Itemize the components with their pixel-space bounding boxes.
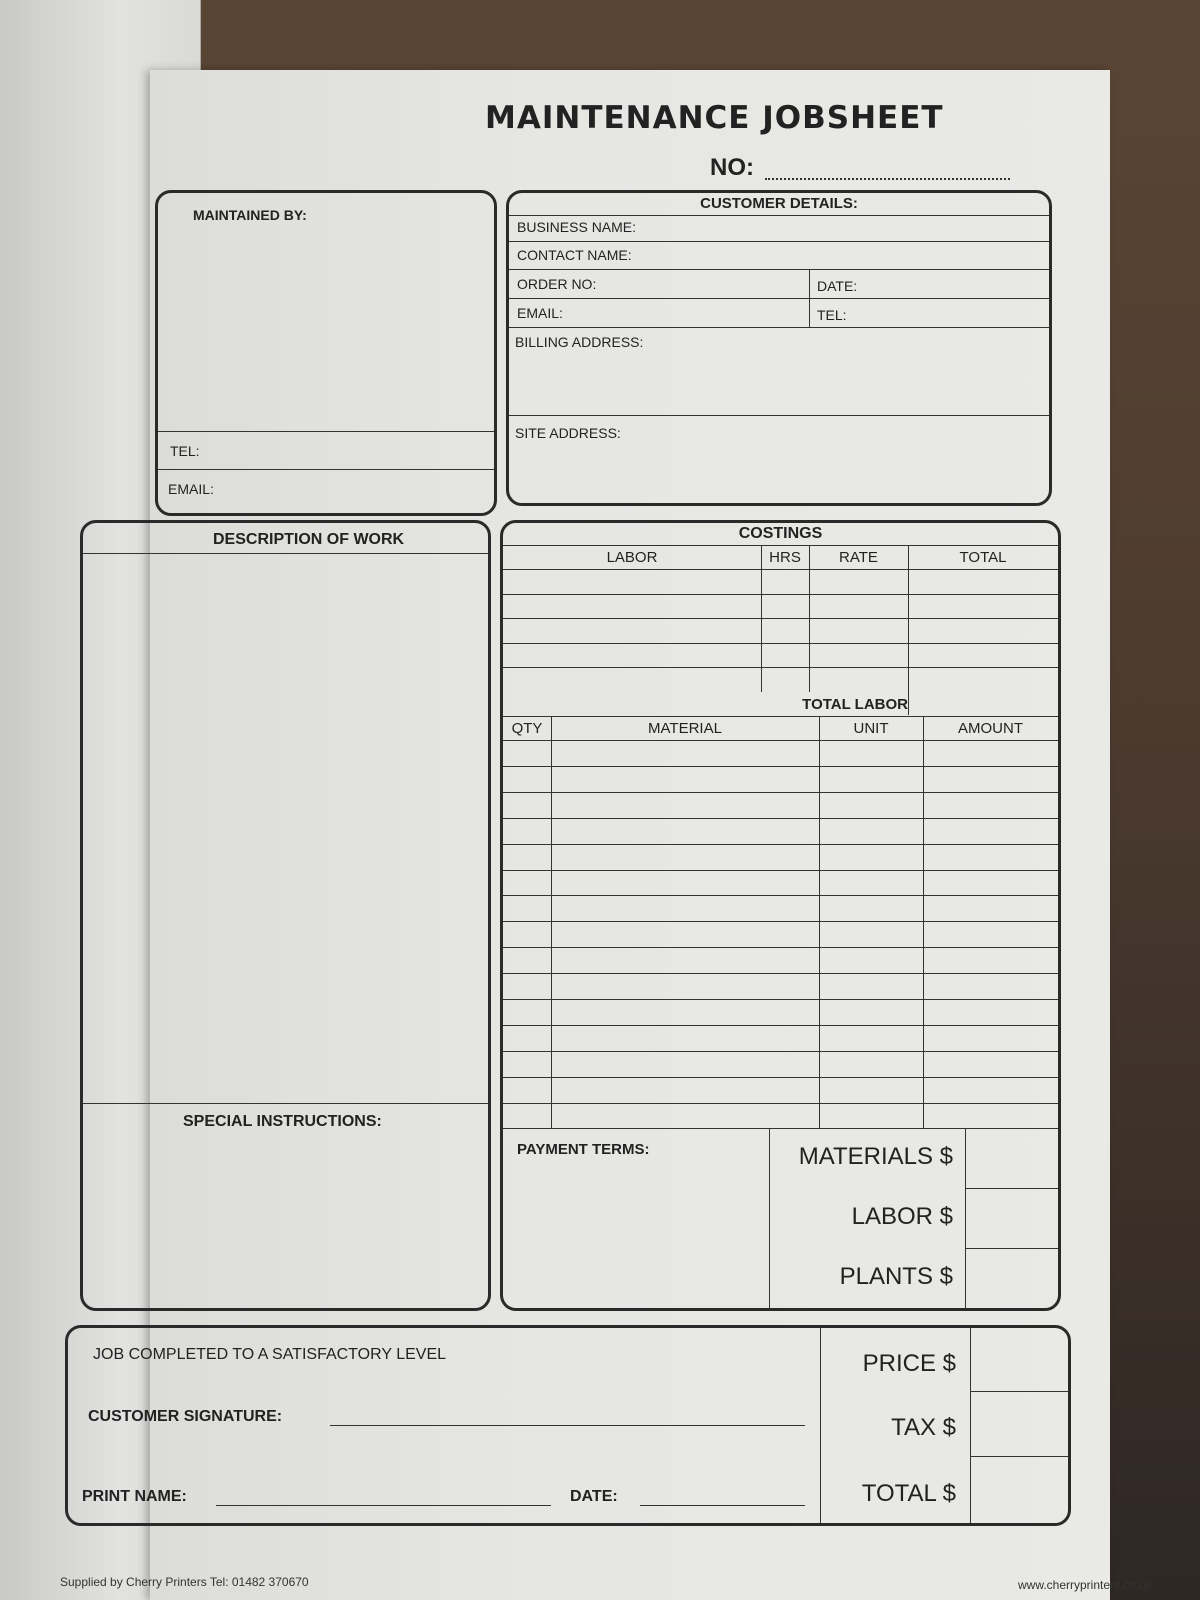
maintained-email-label: EMAIL:	[168, 481, 214, 497]
table-row[interactable]	[503, 792, 1058, 793]
completion-statement: JOB COMPLETED TO A SATISFACTORY LEVEL	[93, 1346, 447, 1363]
maintained-tel-label: TEL:	[170, 443, 200, 459]
grand-total-label: TOTAL $	[861, 1480, 956, 1507]
amount-col-header: AMOUNT	[958, 720, 1023, 737]
table-row[interactable]	[503, 1103, 1058, 1104]
page-title: MAINTENANCE JOBSHEET	[485, 100, 944, 136]
price-label: PRICE $	[862, 1350, 956, 1377]
qty-col-header: QTY	[511, 720, 543, 737]
description-heading: DESCRIPTION OF WORK	[213, 531, 405, 548]
number-field[interactable]	[765, 178, 1010, 180]
jobsheet-page	[60, 70, 1153, 1600]
signature-label: CUSTOMER SIGNATURE:	[88, 1408, 283, 1425]
completion-box	[65, 1325, 1071, 1526]
table-row[interactable]	[503, 870, 1058, 871]
rate-col-header: RATE	[839, 549, 878, 566]
number-label: NO:	[710, 154, 754, 181]
table-row[interactable]	[503, 1051, 1058, 1052]
site-address-label: SITE ADDRESS:	[515, 425, 621, 441]
plants-total-label: PLANTS $	[839, 1263, 953, 1290]
billing-address-label: BILLING ADDRESS:	[515, 334, 644, 350]
contact-name-label: CONTACT NAME:	[517, 247, 632, 263]
customer-email-label: EMAIL:	[517, 305, 563, 321]
customer-tel-label: TEL:	[817, 307, 847, 323]
website-footer: www.cherryprinters.co.uk	[1018, 1578, 1153, 1592]
table-row[interactable]	[503, 895, 1058, 896]
table-row[interactable]	[503, 643, 1058, 644]
completion-date-label: DATE:	[570, 1488, 618, 1505]
customer-details-heading: CUSTOMER DETAILS:	[700, 195, 858, 212]
table-row[interactable]	[503, 618, 1058, 619]
payment-terms-label: PAYMENT TERMS:	[517, 1141, 650, 1158]
labor-total-label: LABOR $	[851, 1203, 953, 1230]
table-row[interactable]	[503, 921, 1058, 922]
table-row[interactable]	[503, 1077, 1058, 1078]
table-row[interactable]	[503, 569, 1058, 570]
print-name-label: PRINT NAME:	[82, 1488, 187, 1505]
materials-total-label: MATERIALS $	[798, 1143, 953, 1170]
table-row[interactable]	[503, 667, 1058, 668]
print-name-line[interactable]	[216, 1505, 551, 1506]
table-row[interactable]	[503, 999, 1058, 1000]
table-row[interactable]	[503, 973, 1058, 974]
table-row[interactable]	[503, 947, 1058, 948]
table-row[interactable]	[503, 844, 1058, 845]
signature-line[interactable]	[330, 1425, 805, 1426]
table-row[interactable]	[503, 766, 1058, 767]
maintained-by-heading: MAINTAINED BY:	[193, 207, 307, 223]
costings-box	[500, 520, 1061, 1311]
customer-date-label: DATE:	[817, 278, 858, 294]
costings-heading: COSTINGS	[738, 525, 823, 542]
unit-col-header: UNIT	[853, 720, 889, 737]
total-labor-label: TOTAL LABOR	[802, 696, 908, 713]
completion-date-line[interactable]	[640, 1505, 805, 1506]
tax-label: TAX $	[891, 1414, 956, 1441]
table-row[interactable]	[503, 818, 1058, 819]
maintained-by-box	[155, 190, 497, 516]
material-table	[503, 716, 1058, 1128]
special-instructions-heading: SPECIAL INSTRUCTIONS:	[183, 1113, 382, 1130]
order-no-label: ORDER NO:	[517, 276, 597, 292]
customer-details-box	[506, 190, 1052, 506]
labor-col-header: LABOR	[606, 549, 658, 566]
table-row[interactable]	[503, 1025, 1058, 1026]
supplier-footer: Supplied by Cherry Printers Tel: 01482 370670	[60, 1575, 309, 1589]
description-box	[80, 520, 491, 1311]
total-col-header: TOTAL	[959, 549, 1007, 566]
table-row[interactable]	[503, 740, 1058, 741]
business-name-label: BUSINESS NAME:	[517, 219, 637, 235]
hrs-col-header: HRS	[769, 549, 801, 566]
material-col-header: MATERIAL	[648, 720, 722, 737]
table-row[interactable]	[503, 594, 1058, 595]
labor-table	[503, 545, 1058, 692]
